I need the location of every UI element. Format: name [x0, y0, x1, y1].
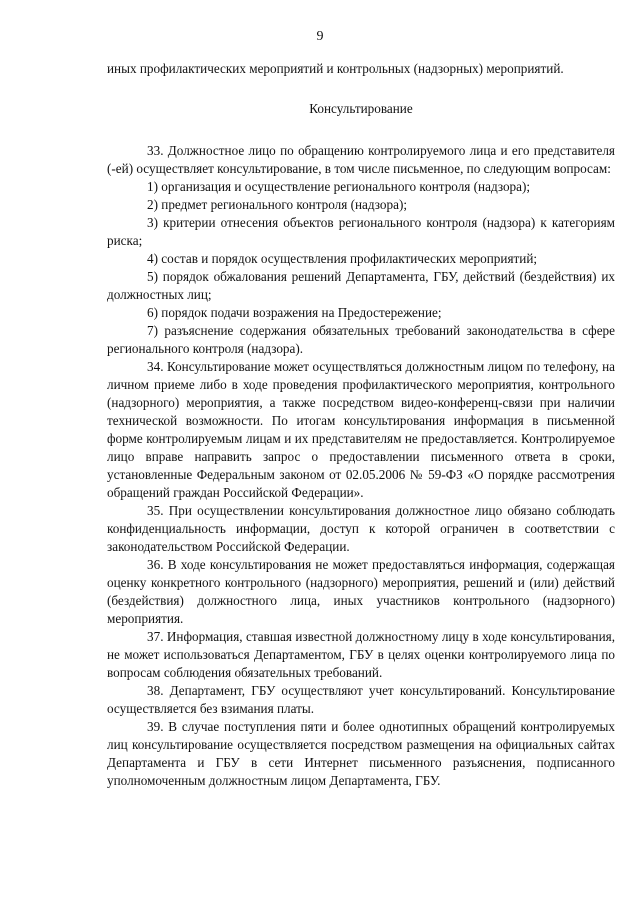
paragraph-35: 35. При осуществлении консультирования должностное лицо обязано соблюдать конфиденциальность информации, доступ к которой ограничен в соответствии с законодательством Российской Федерации.: [107, 503, 615, 554]
paragraph-34: 34. Консультирование может осуществляться должностным лицом по телефону, на личном приеме либо в ходе проведения профилактического мероприятия, контрольного (надзорного) мероприятия, а также посредством видео-конференц-связи при наличии технической возможности. По итогам консультирования информация в письменной форме контролируемым лицам и их представителям не предоставляется. Контролируемое лицо вправе направить запрос о предоставлении письменного ответа в сроки, установленные Федеральным законом от 02.05.2006 № 59-ФЗ «О порядке рассмотрения обращений граждан Российской Федерации».: [107, 359, 615, 500]
list-item-4: 4) состав и порядок осуществления профилактических мероприятий;: [147, 251, 538, 266]
list-item-3: 3) критерии отнесения объектов регионального контроля (надзора) к категориям риска;: [107, 215, 615, 248]
paragraph-39: 39. В случае поступления пяти и более однотипных обращений контролируемых лиц консультирование осуществляется посредством размещения на официальных сайтах Департамента и ГБУ в сети Интернет письменного разъяснения, подписанного уполномоченным должностным лицом Департамента, ГБУ.: [107, 719, 615, 788]
section-title: Консультирование: [309, 101, 413, 116]
list-item-7: 7) разъяснение содержания обязательных требований законодательства в сфере регионального контроля (надзора).: [107, 323, 615, 356]
list-item-5: 5) порядок обжалования решений Департамента, ГБУ, действий (бездействия) их должностных лиц;: [107, 269, 615, 302]
list-item-2: 2) предмет регионального контроля (надзора);: [147, 197, 408, 212]
page-number: 9: [316, 29, 324, 44]
document-body: [107, 60, 615, 790]
paragraph-33: 33. Должностное лицо по обращению контролируемого лица и его представителя (-ей) осуществляет консультирование, в том числе письменное, по следующим вопросам:: [107, 143, 615, 176]
paragraph-36: 36. В ходе консультирования не может предоставляться информация, содержащая оценку конкретного контрольного (надзорного) мероприятия, решений и (или) действий (бездействия) должностного лица, иных участников контрольного (надзорного) мероприятия.: [107, 557, 615, 626]
paragraph-38: 38. Департамент, ГБУ осуществляют учет консультирований. Консультирование осуществляется без взимания платы.: [107, 683, 615, 716]
intro-paragraph: иных профилактических мероприятий и контрольных (надзорных) мероприятий.: [107, 61, 564, 76]
list-item-1: 1) организация и осуществление регионального контроля (надзора);: [147, 179, 531, 194]
paragraph-37: 37. Информация, ставшая известной должностному лицу в ходе консультирования, не может использоваться Департаментом, ГБУ в целях оценки контролируемого лица по вопросам соблюдения обязательных требований.: [107, 629, 615, 680]
list-item-6: 6) порядок подачи возражения на Предостережение;: [147, 305, 442, 320]
